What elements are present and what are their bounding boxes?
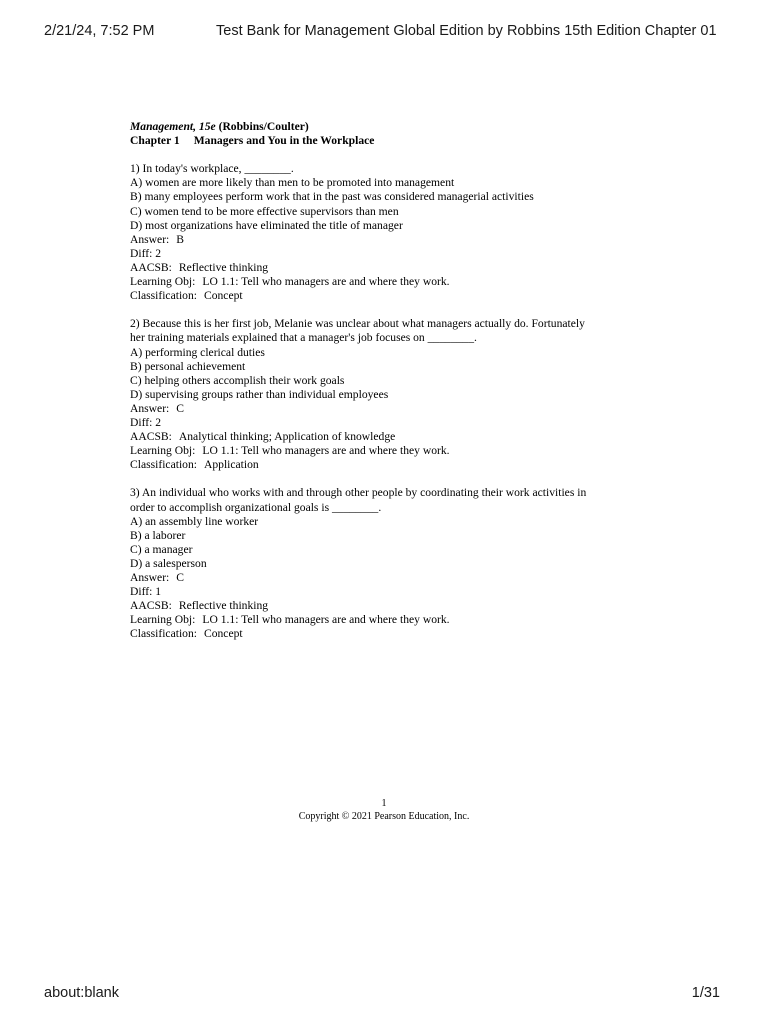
classification-line — [130, 627, 650, 641]
question-stem: order to accomplish organizational goals is ________. — [130, 500, 382, 514]
answer-option: A) women are more likely than men to be promoted into management — [130, 176, 455, 190]
learning-objective-line-label: Learning Obj: — [130, 613, 196, 627]
classification-line-label: Classification: — [130, 627, 197, 641]
difficulty-line: Diff: 1 — [130, 585, 162, 599]
classification-line — [130, 289, 650, 303]
answer-line-value: C — [176, 571, 185, 584]
book-title: Management, 15e — [130, 120, 216, 133]
learning-objective-line — [130, 275, 650, 289]
aacsb-line — [130, 430, 650, 444]
book-authors: (Robbins/Coulter) — [218, 120, 309, 133]
question-stem: 2) Because this is her first job, Melanie was unclear about what managers actually do. Fortunately — [130, 317, 585, 331]
learning-objective-line-label: Learning Obj: — [130, 275, 196, 289]
answer-option: B) many employees perform work that in the past was considered managerial activities — [130, 190, 534, 204]
question-stem: her training materials explained that a manager's job focuses on ________. — [130, 331, 477, 345]
answer-line-label: Answer: — [130, 401, 170, 415]
classification-line-value: Concept — [203, 289, 243, 303]
print-url: about:blank — [44, 985, 119, 1001]
question-list — [130, 162, 650, 641]
learning-objective-line-value: LO 1.1: Tell who managers are and where they work. — [202, 444, 450, 458]
aacsb-line-label: AACSB: — [130, 260, 172, 274]
question-stem: 1) In today's workplace, ________. — [130, 162, 294, 176]
page-number: 1 — [381, 798, 387, 809]
print-header — [0, 23, 768, 43]
aacsb-line — [130, 261, 650, 275]
page-footer — [0, 797, 768, 823]
answer-line — [130, 571, 650, 585]
test-bank-content — [130, 120, 650, 656]
classification-line-value: Concept — [203, 627, 243, 641]
aacsb-line-label: AACSB: — [130, 599, 172, 613]
book-heading — [130, 120, 650, 134]
learning-objective-line-value: LO 1.1: Tell who managers are and where they work. — [202, 275, 450, 289]
answer-line-label: Answer: — [130, 571, 170, 584]
difficulty-line: Diff: 2 — [130, 246, 162, 260]
print-datetime: 2/21/24, 7:52 PM — [44, 23, 155, 39]
question-stem: 3) An individual who works with and through other people by coordinating their work activities in — [130, 486, 587, 500]
aacsb-line-value: Analytical thinking; Application of knowledge — [178, 430, 396, 444]
answer-option: C) women tend to be more effective supervisors than men — [130, 204, 399, 218]
aacsb-line — [130, 599, 650, 613]
learning-objective-line-value: LO 1.1: Tell who managers are and where they work. — [202, 613, 450, 627]
aacsb-line-value: Reflective thinking — [178, 599, 269, 613]
aacsb-line-label: AACSB: — [130, 430, 172, 444]
print-footer — [0, 985, 768, 1005]
answer-option: B) a laborer — [130, 528, 186, 542]
learning-objective-line-label: Learning Obj: — [130, 444, 196, 458]
question-block — [130, 317, 650, 472]
answer-option: C) helping others accomplish their work goals — [130, 373, 345, 387]
classification-line-label: Classification: — [130, 289, 197, 303]
answer-option: B) personal achievement — [130, 359, 246, 373]
answer-option: D) a salesperson — [130, 556, 207, 570]
learning-objective-line — [130, 613, 650, 627]
answer-option: A) performing clerical duties — [130, 345, 265, 359]
answer-line-label: Answer: — [130, 232, 170, 246]
classification-line — [130, 458, 650, 472]
difficulty-line: Diff: 2 — [130, 415, 162, 429]
answer-line — [130, 233, 650, 247]
copyright-notice: Copyright © 2021 Pearson Education, Inc. — [298, 811, 470, 822]
answer-line-value: C — [176, 401, 185, 415]
question-block — [130, 486, 650, 641]
aacsb-line-value: Reflective thinking — [178, 260, 269, 274]
print-document-title: Test Bank for Management Global Edition by Robbins 15th Edition Chapter 01 — [216, 23, 717, 39]
chapter-heading — [130, 134, 650, 148]
chapter-name: Managers and You in the Workplace — [193, 134, 375, 148]
answer-option: A) an assembly line worker — [130, 514, 259, 528]
answer-option: D) supervising groups rather than individual employees — [130, 387, 389, 401]
answer-option: C) a manager — [130, 542, 193, 556]
chapter-label: Chapter 1 — [130, 134, 180, 148]
answer-line — [130, 402, 650, 416]
learning-objective-line — [130, 444, 650, 458]
question-block — [130, 162, 650, 303]
answer-line-value: B — [176, 232, 185, 246]
answer-option: D) most organizations have eliminated the title of manager — [130, 218, 403, 232]
print-page-count: 1/31 — [691, 985, 720, 1001]
classification-line-value: Application — [203, 458, 259, 472]
classification-line-label: Classification: — [130, 458, 197, 472]
